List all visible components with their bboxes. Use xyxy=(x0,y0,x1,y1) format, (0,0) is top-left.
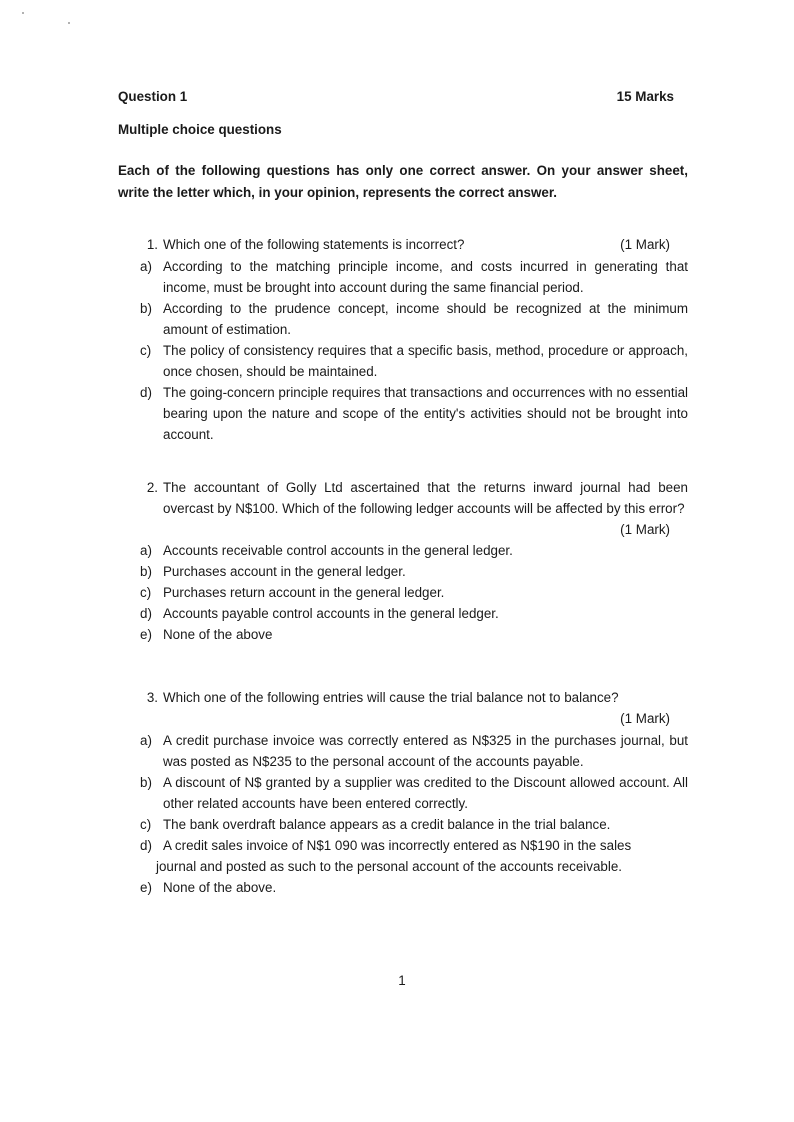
option-letter: c) xyxy=(140,343,152,358)
option-text: According to the matching principle income, and costs incurred in generating that income, must be brought into account during the same financial period. xyxy=(163,259,688,295)
question-1 xyxy=(140,234,688,255)
question-text: Which one of the following statements is incorrect? xyxy=(163,237,465,252)
scan-speck xyxy=(22,12,24,14)
question-marks: (1 Mark) xyxy=(620,711,670,726)
option-text: None of the above xyxy=(163,627,273,642)
option-letter: e) xyxy=(140,627,152,642)
option-text: None of the above. xyxy=(163,880,277,895)
question-2 xyxy=(140,477,688,540)
section-title: Multiple choice questions xyxy=(118,122,282,137)
question-3 xyxy=(140,687,688,729)
option-letter: a) xyxy=(140,543,152,558)
question-label: Question 1 xyxy=(118,89,188,104)
option-text: The policy of consistency requires that a specific basis, method, procedure or approach, once chosen, should be maintained. xyxy=(163,343,688,379)
question-text: The accountant of Golly Ltd ascertained that the returns inward journal had been overcast by N$100. Which of the following ledger accounts will be affected by this error? xyxy=(163,480,688,516)
instructions: Each of the following questions has only one correct answer. On your answer sheet, write the letter which, in your opinion, represents the correct answer. xyxy=(118,163,688,200)
option-text: Purchases return account in the general ledger. xyxy=(163,585,445,600)
question-marks: (1 Mark) xyxy=(620,237,670,252)
option-text: journal and posted as such to the personal account of the accounts receivable. xyxy=(156,859,622,874)
option-text: The going-concern principle requires that transactions and occurrences with no essential bearing upon the nature and scope of the entity's activities should not be brought into account. xyxy=(163,385,688,442)
option-letter: b) xyxy=(140,775,152,790)
option-letter: d) xyxy=(140,385,152,400)
option-text: Purchases account in the general ledger. xyxy=(163,564,406,579)
marks-label: 15 Marks xyxy=(616,89,674,104)
option-letter: b) xyxy=(140,301,152,316)
question-text: Which one of the following entries will cause the trial balance not to balance? xyxy=(163,690,619,705)
question-number: 2. xyxy=(146,480,158,495)
option-text: Accounts payable control accounts in the general ledger. xyxy=(163,606,499,621)
option-letter: c) xyxy=(140,585,152,600)
option-text: A discount of N$ granted by a supplier was credited to the Discount allowed account. All other related accounts have been entered correctly. xyxy=(163,775,688,811)
option-letter: e) xyxy=(140,880,152,895)
question-header xyxy=(118,89,674,104)
scan-speck xyxy=(68,22,70,24)
option-text: According to the prudence concept, income should be recognized at the minimum amount of estimation. xyxy=(163,301,688,337)
option-text: The bank overdraft balance appears as a credit balance in the trial balance. xyxy=(163,817,611,832)
question-number: 3. xyxy=(146,690,158,705)
option-text: A credit sales invoice of N$1 090 was incorrectly entered as N$190 in the sales xyxy=(163,838,632,853)
page-number: 1 xyxy=(398,973,406,988)
option-text: Accounts receivable control accounts in the general ledger. xyxy=(163,543,513,558)
option-letter: d) xyxy=(140,838,152,853)
option-letter: c) xyxy=(140,817,152,832)
question-marks: (1 Mark) xyxy=(620,522,670,537)
option-letter: a) xyxy=(140,733,152,748)
option-letter: d) xyxy=(140,606,152,621)
question-number: 1. xyxy=(146,237,158,252)
option-letter: b) xyxy=(140,564,152,579)
option-text: A credit purchase invoice was correctly entered as N$325 in the purchases journal, but was posted as N$235 to the personal account of the accounts payable. xyxy=(163,733,688,769)
option-letter: a) xyxy=(140,259,152,274)
